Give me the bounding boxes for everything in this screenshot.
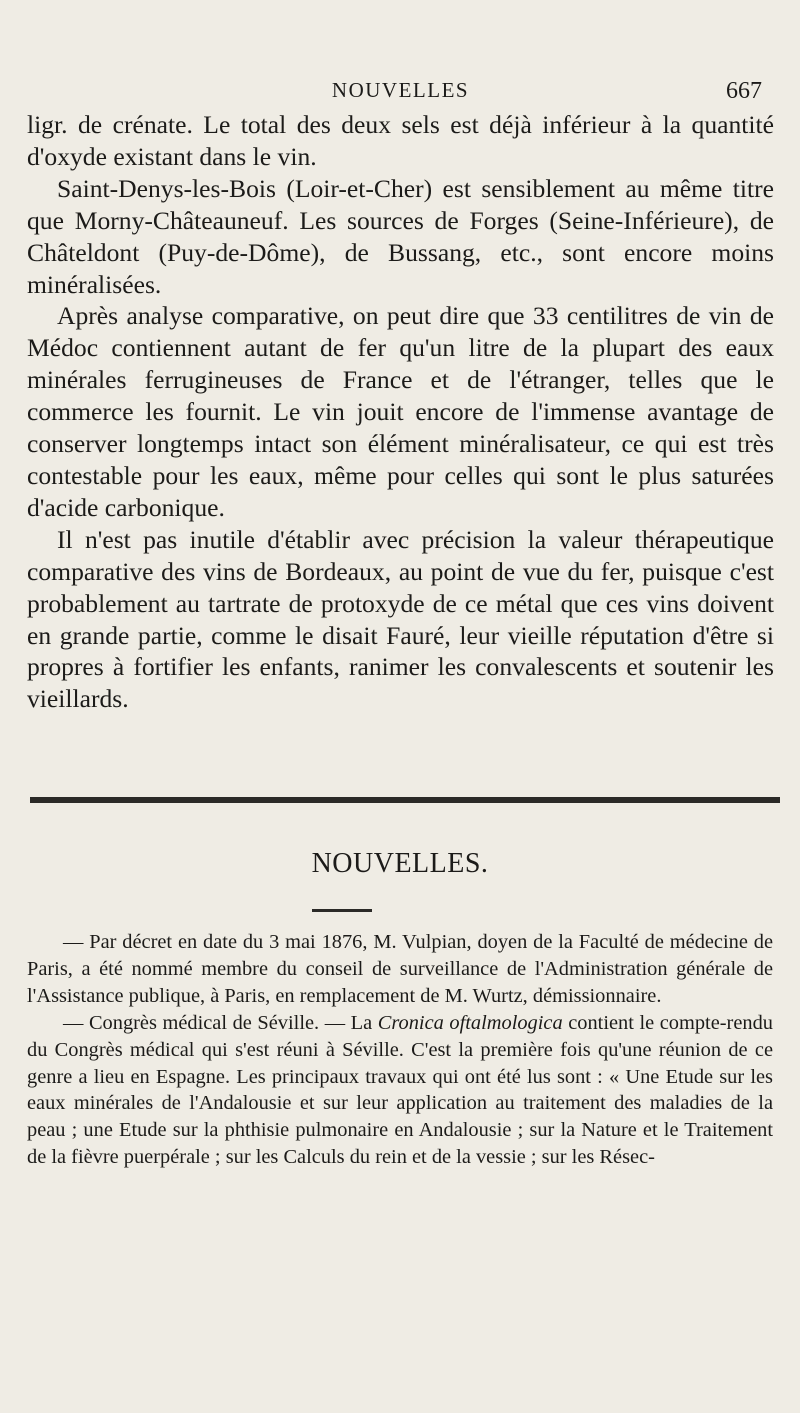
news-items	[27, 929, 773, 1171]
journal-title: Cronica oftalmologica	[377, 1011, 563, 1034]
section-divider-rule	[30, 797, 780, 803]
news-item-lead: — Congrès médical de Séville. — La	[63, 1011, 378, 1034]
running-title: NOUVELLES	[331, 78, 470, 102]
section-title: NOUVELLES.	[311, 848, 489, 879]
paragraph-comparative-analysis: Après analyse comparative, on peut dire que 33 centilitres de vin de Médoc contiennent autant de fer qu'un litre de la plupart des eaux minérales ferrugineuses de France et de l'étranger, telles que le commerce les fournit. Le vin jouit encore de l'immense avantage de conserver longtemps intact son élément minéralisateur, ce qui est très contestable pour les eaux, même pour celles qui sont le plus saturées d'acide carbonique.	[27, 301, 774, 522]
news-item-vulpian: — Par décret en date du 3 mai 1876, M. Vulpian, doyen de la Faculté de médecine de Paris, a été nommé membre du conseil de surveillance de l'Administration générale de l'Assistance publique, à Paris, en remplacement de M. Wurtz, démissionnaire.	[27, 931, 773, 1007]
running-head	[27, 78, 774, 108]
article-body	[27, 109, 774, 715]
paragraph-therapeutic-value: Il n'est pas inutile d'établir avec précision la valeur thérapeutique comparative des vins de Bordeaux, au point de vue du fer, puisque c'est probablement au tartrate de protoxyde de ce métal que ces vins doivent en grande partie, comme le disait Fauré, leur vieille réputation d'être si propres à fortifier les enfants, ranimer les convalescents et soutenir les vieillards.	[27, 524, 774, 714]
paragraph-continued: ligr. de crénate. Le total des deux sels est déjà inférieur à la quantité d'oxyde existant dans le vin.	[27, 110, 774, 171]
news-item-seville-congress	[27, 1010, 773, 1171]
page-number: 667	[726, 78, 762, 104]
news-item-body: contient le compte-rendu du Congrès médical qui s'est réuni à Séville. C'est la première fois qu'une réunion de ce genre a lieu en Espagne. Les principaux travaux qui ont été lus sont : « Une Etude sur les eaux minérales de l'Andalousie et sur leur application au traitement des maladies de la peau ; une Etude sur la phthisie pulmonaire en Andalousie ; sur la Nature et le Traitement de la fièvre puerpérale ; sur les Calculs du rein et de la vessie ; sur les Résec-	[27, 1011, 773, 1169]
title-underline-rule	[312, 909, 372, 912]
paragraph-mineral-sources: Saint-Denys-les-Bois (Loir-et-Cher) est sensiblement au même titre que Morny-Châteauneuf. Les sources de Forges (Seine-Inférieure), de Châteldont (Puy-de-Dôme), de Bussang, etc., sont encore moins minéralisées.	[27, 173, 774, 299]
